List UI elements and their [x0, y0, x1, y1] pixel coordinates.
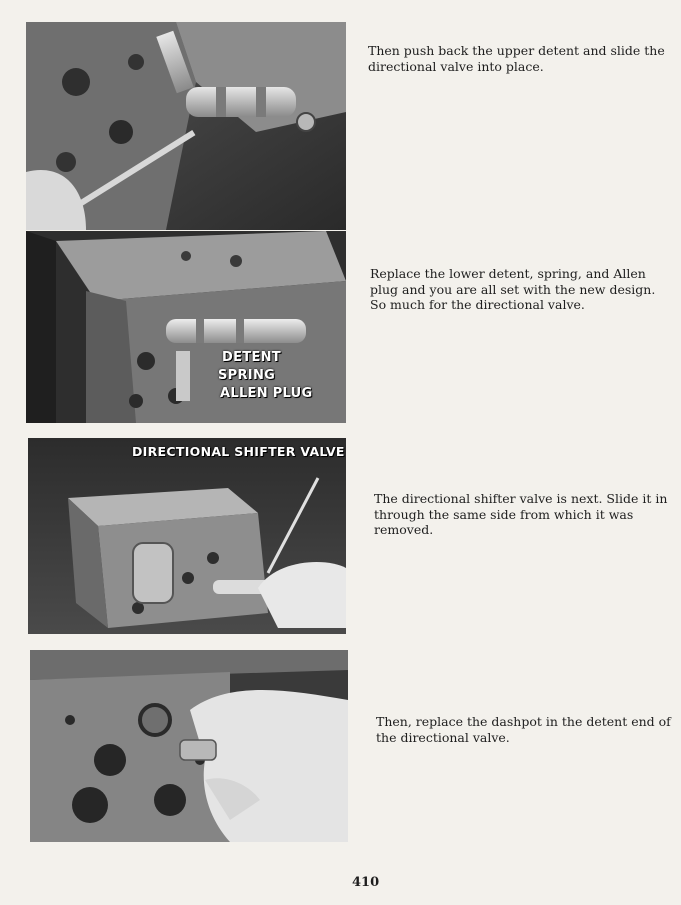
- page-number: 410: [352, 875, 380, 890]
- photo-directional-shifter-valve: [28, 438, 346, 634]
- photo-upper-detent: [26, 22, 346, 230]
- photo-upper-detent-image: [26, 22, 346, 230]
- photo-dashpot-image: [30, 650, 348, 842]
- label-allen-plug: ALLEN PLUG: [220, 386, 313, 401]
- caption-upper-detent: Then push back the upper detent and slide the directional valve into place.: [368, 43, 665, 74]
- photo-shifter-valve-image: [28, 438, 346, 634]
- photo-lower-detent: [26, 231, 346, 423]
- photo-dashpot: [30, 650, 348, 842]
- caption-dashpot: Then, replace the dashpot in the detent end of the directional valve.: [376, 714, 671, 745]
- label-detent: DETENT: [222, 350, 281, 365]
- label-directional-shifter-valve: DIRECTIONAL SHIFTER VALVE: [132, 444, 345, 459]
- label-spring: SPRING: [218, 368, 276, 383]
- caption-shifter-valve: The directional shifter valve is next. Slide it in through the same side from which it was removed.: [374, 491, 668, 537]
- caption-lower-detent: Replace the lower detent, spring, and Allen plug and you are all set with the new design. So much for the directional valve.: [370, 266, 656, 312]
